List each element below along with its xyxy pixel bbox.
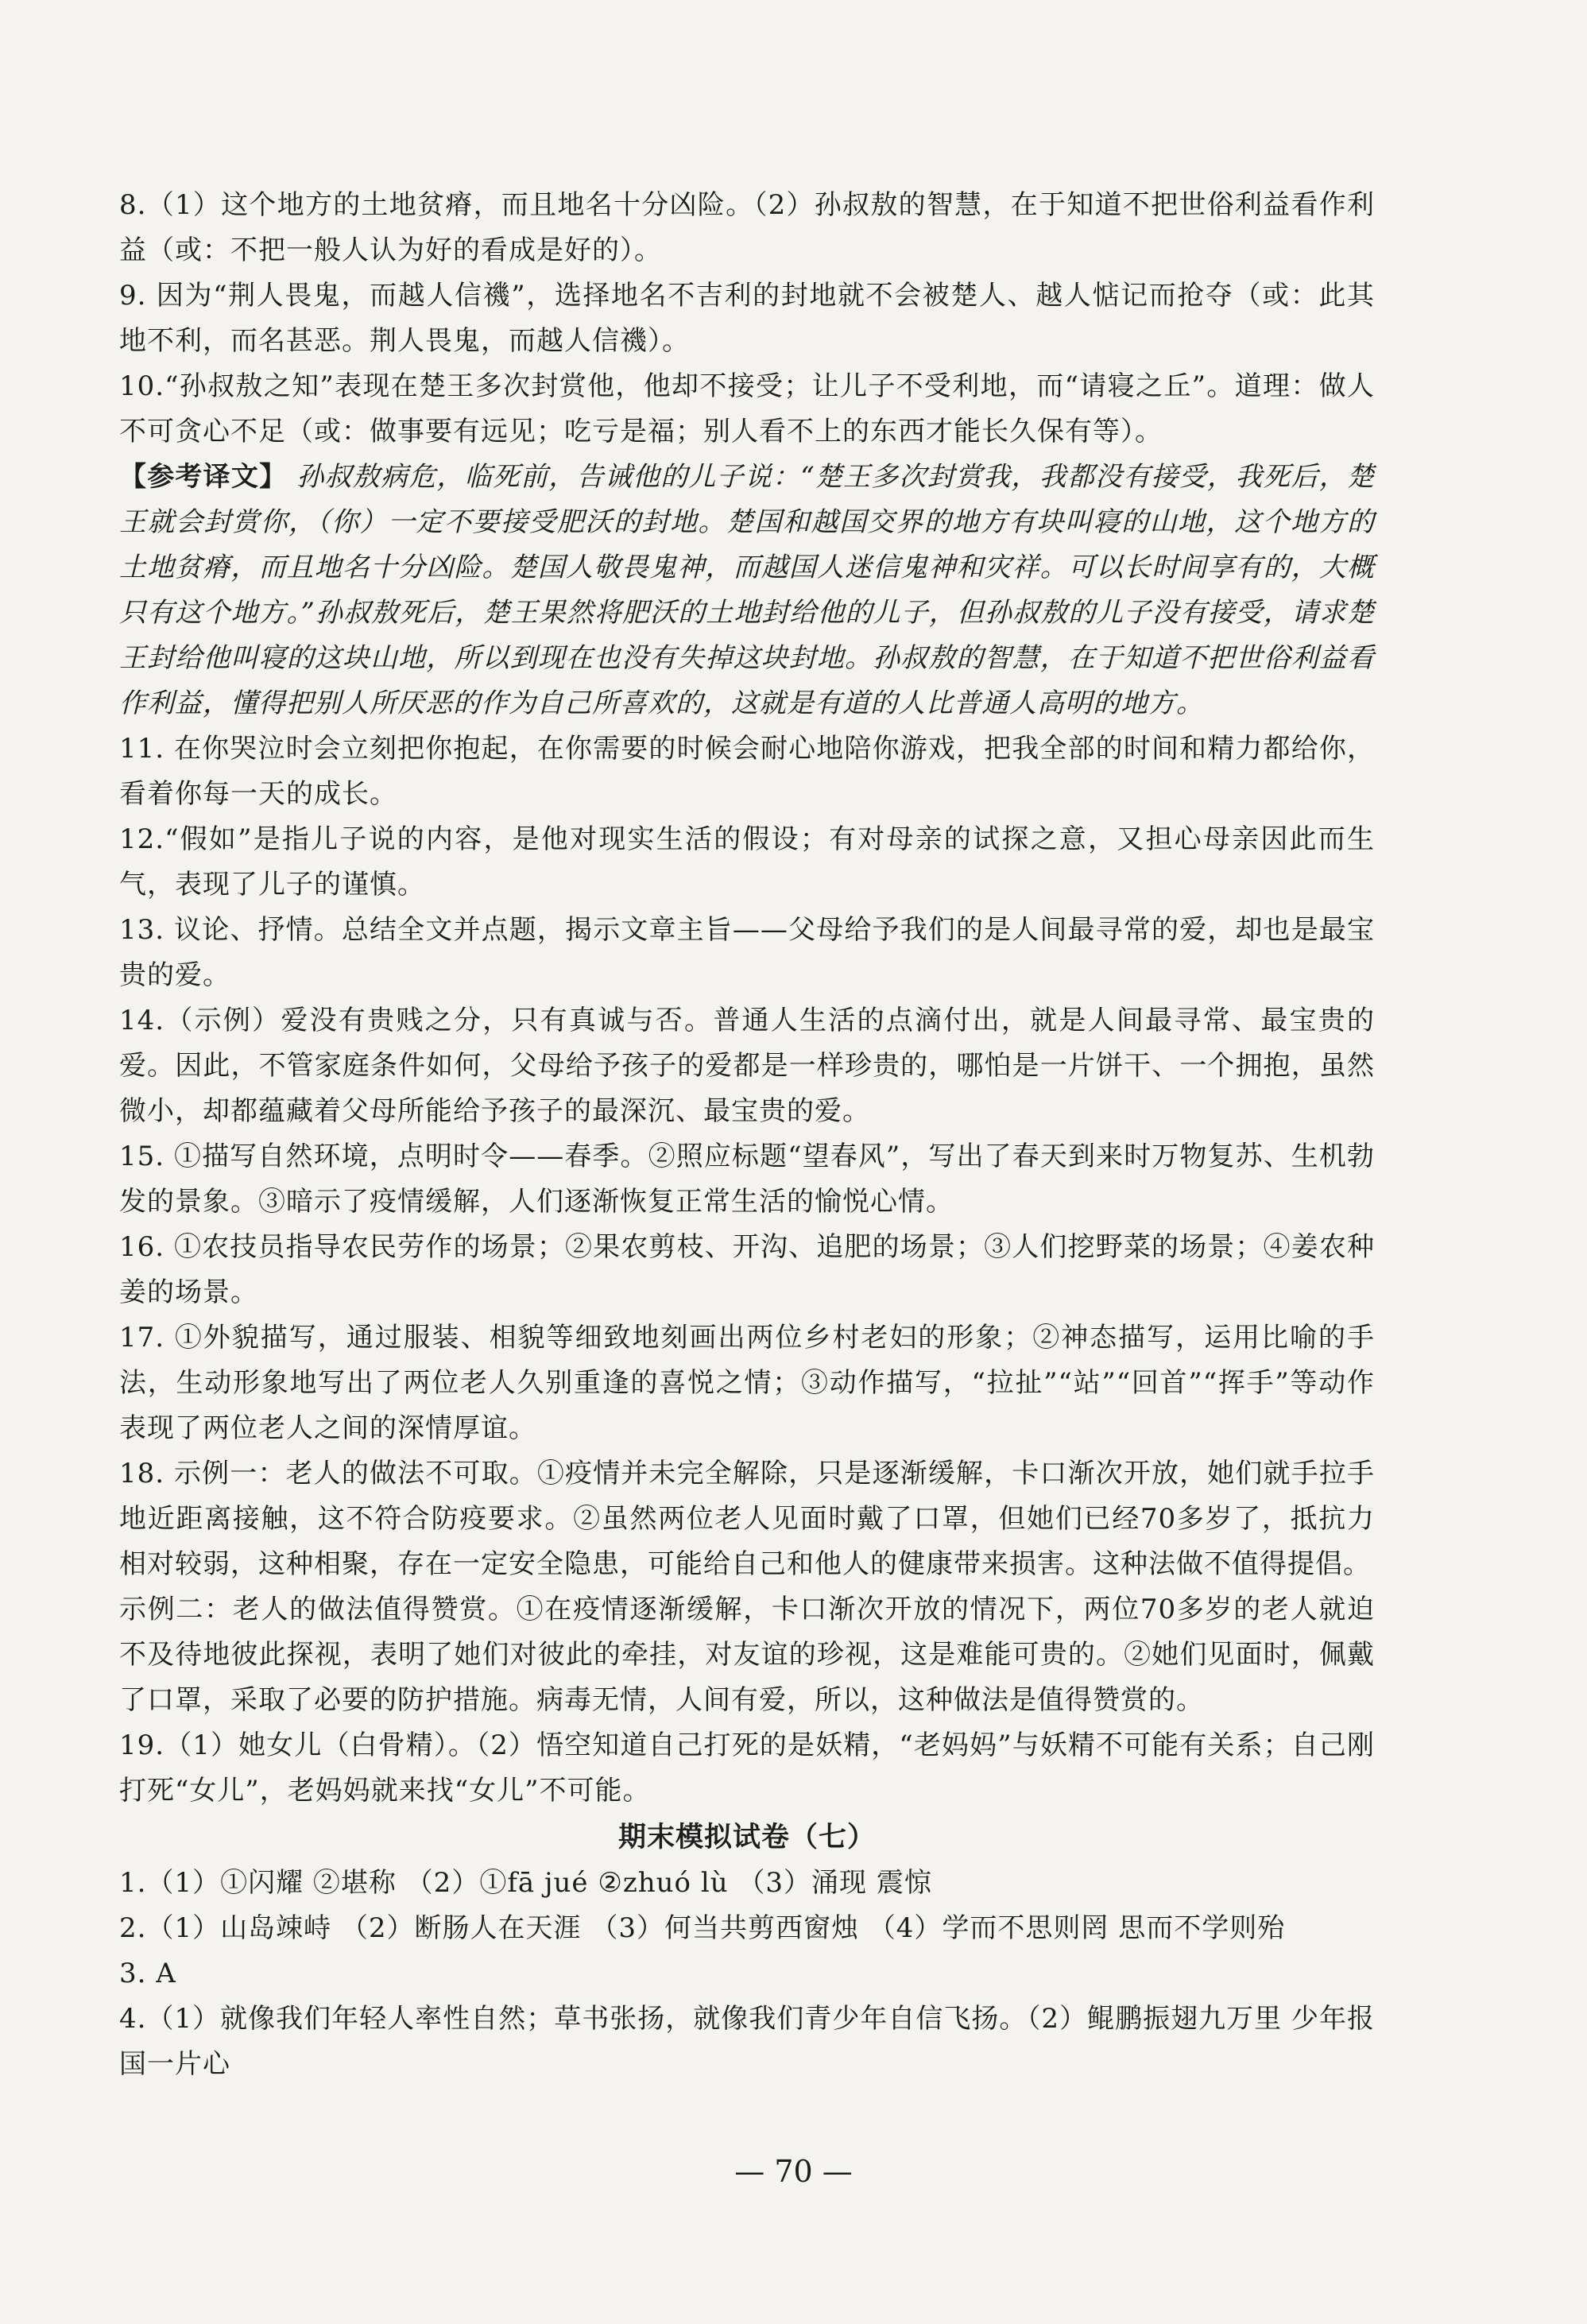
answer-content bbox=[119, 183, 1375, 2087]
translation-text: 孙叔敖病危，临死前，告诫他的儿子说：“楚王多次封赏我，我都没有接受，我死后，楚王就会封赏你，（你）一定不要接受肥沃的封地。楚国和越国交界的地方有块叫寝的山地，这个地方的土地贫瘠，而且地名十分凶险。楚国人敬畏鬼神，而越国人迷信鬼神和灾祥。可以长时间享有的，大概只有这个地方。”孙叔敖死后，楚王果然将肥沃的土地封给他的儿子，但孙叔敖的儿子没有接受，请求楚王封给他叫寝的这块山地，所以到现在也没有失掉这块封地。孙叔敖的智慧，在于知道不把世俗利益看作利益，懂得把别人所厌恶的作为自己所喜欢的，这就是有道的人比普通人高明的地方。 bbox=[119, 461, 1375, 719]
answer-15: 15. ①描写自然环境，点明时令——春季。②照应标题“望春风”，写出了春天到来时万物复苏、生机勃发的景象。③暗示了疫情缓解，人们逐渐恢复正常生活的愉悦心情。 bbox=[119, 1141, 1375, 1218]
exam7-answer-2: 2.（1）山岛竦峙 （2）断肠人在天涯 （3）何当共剪西窗烛 （4）学而不思则罔 思而不学则殆 bbox=[119, 1912, 1286, 1944]
section-title: 期末模拟试卷（七） bbox=[617, 1822, 876, 1853]
answer-17: 17. ①外貌描写，通过服装、相貌等细致地刻画出两位乡村老妇的形象；②神态描写，运用比喻的手法，生动形象地写出了两位老人久别重逢的喜悦之情；③动作描写，“拉扯”“站”“回首”“挥手”等动作表现了两位老人之间的深情厚谊。 bbox=[119, 1322, 1375, 1444]
answer-9: 9. 因为“荆人畏鬼，而越人信禨”，选择地名不吉利的封地就不会被楚人、越人惦记而抢夺（或：此其地不利，而名甚恶。荆人畏鬼，而越人信禨）。 bbox=[119, 280, 1375, 357]
answer-19: 19.（1）她女儿（白骨精）。（2）悟空知道自己打死的是妖精，“老妈妈”与妖精不可能有关系；自己刚打死“女儿”，老妈妈就来找“女儿”不可能。 bbox=[119, 1729, 1375, 1807]
answer-13: 13. 议论、抒情。总结全文并点题，揭示文章主旨——父母给予我们的是人间最寻常的爱，却也是最宝贵的爱。 bbox=[119, 914, 1375, 991]
page-number: — 70 — bbox=[734, 2154, 853, 2189]
reference-translation bbox=[119, 455, 1375, 726]
answer-8: 8.（1）这个地方的土地贫瘠，而且地名十分凶险。（2）孙叔敖的智慧，在于知道不把世俗利益看作利益（或：不把一般人认为好的看成是好的）。 bbox=[119, 189, 1375, 266]
exam7-answer-1: 1.（1）①闪耀 ②堪称 （2）①fā jué ②zhuó lù （3）涌现 震惊 bbox=[119, 1867, 932, 1899]
answer-18-example-2: 示例二：老人的做法值得赞赏。①在疫情逐渐缓解，卡口渐次开放的情况下，两位70多岁的老人就迫不及待地彼此探视，表明了她们对彼此的牵挂，对友谊的珍视，这是难能可贵的。②她们见面时，佩戴了口罩，采取了必要的防护措施。病毒无情，人间有爱，所以，这种做法是值得赞赏的。 bbox=[119, 1594, 1375, 1716]
answer-14: 14.（示例）爱没有贵贱之分，只有真诚与否。普通人生活的点滴付出，就是人间最寻常、最宝贵的爱。因此，不管家庭条件如何，父母给予孩子的爱都是一样珍贵的，哪怕是一片饼干、一个拥抱，虽然微小，却都蕴藏着父母所能给予孩子的最深沉、最宝贵的爱。 bbox=[119, 1005, 1375, 1127]
exam7-answer-3: 3. A bbox=[119, 1958, 176, 1989]
translation-label: 【参考译文】 bbox=[119, 461, 288, 493]
answer-12: 12.“假如”是指儿子说的内容，是他对现实生活的假设；有对母亲的试探之意，又担心母亲因此而生气，表现了儿子的谨慎。 bbox=[119, 823, 1375, 901]
exam7-answer-4: 4.（1）就像我们年轻人率性自然；草书张扬，就像我们青少年自信飞扬。（2）鲲鹏振翅九万里 少年报国一片心 bbox=[119, 2003, 1375, 2080]
answer-16: 16. ①农技员指导农民劳作的场景；②果农剪枝、开沟、追肥的场景；③人们挖野菜的场景；④姜农种姜的场景。 bbox=[119, 1231, 1375, 1308]
answer-10: 10.“孙叔敖之知”表现在楚王多次封赏他，他却不接受；让儿子不受利地，而“请寝之丘”。道理：做人不可贪心不足（或：做事要有远见；吃亏是福；别人看不上的东西才能长久保有等）。 bbox=[119, 370, 1375, 447]
answer-18-example-1: 18. 示例一：老人的做法不可取。①疫情并未完全解除，只是逐渐缓解，卡口渐次开放，她们就手拉手地近距离接触，这不符合防疫要求。②虽然两位老人见面时戴了口罩，但她们已经70多岁了，抵抗力相对较弱，这种相聚，存在一定安全隐患，可能给自己和他人的健康带来损害。这种法做不值得提倡。 bbox=[119, 1458, 1375, 1580]
answer-11: 11. 在你哭泣时会立刻把你抱起，在你需要的时候会耐心地陪你游戏，把我全部的时间和精力都给你，看着你每一天的成长。 bbox=[119, 733, 1375, 810]
